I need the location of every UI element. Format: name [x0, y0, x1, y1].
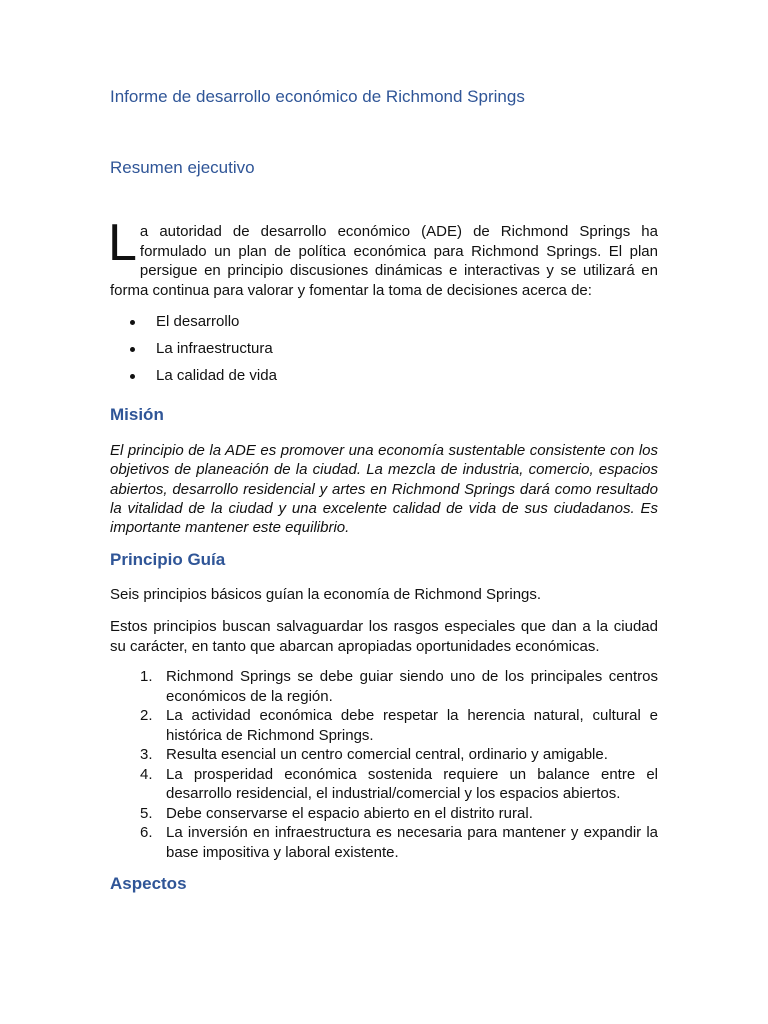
list-item [110, 312, 277, 339]
guiding-principle-heading: Principio Guía [110, 550, 226, 569]
topics-bullet-list [110, 312, 277, 393]
item-text: Debe conservarse el espacio abierto en el distrito rural. [166, 804, 533, 822]
bullet-text: El desarrollo [156, 313, 240, 330]
item-number: 1. [140, 668, 153, 685]
list-item [110, 366, 277, 393]
bullet-icon [130, 374, 135, 379]
list-item [110, 765, 658, 804]
bullet-text: La calidad de vida [156, 367, 277, 384]
guiding-intro-paragraph: Seis principios básicos guían la economía de Richmond Springs. [110, 586, 542, 603]
list-item [110, 823, 658, 862]
document-title: Informe de desarrollo económico de Richmond Springs [110, 87, 525, 106]
list-item [110, 667, 658, 706]
intro-paragraph [108, 214, 658, 300]
item-text: La actividad económica debe respetar la herencia natural, cultural e histórica de Richmond Springs. [166, 707, 658, 744]
list-item [110, 745, 658, 765]
list-item [110, 804, 658, 824]
bullet-icon [130, 320, 135, 325]
item-number: 2. [140, 707, 153, 724]
item-text: La inversión en infraestructura es necesaria para mantener y expandir la base impositiva y laboral existente. [166, 824, 658, 861]
item-number: 5. [140, 804, 153, 822]
list-item [110, 339, 277, 366]
list-item [110, 706, 658, 745]
bullet-text: La infraestructura [156, 340, 273, 357]
mission-paragraph: El principio de la ADE es promover una economía sustentable consistente con los objetivos de planeación de la ciudad. La mezcla de industria, comercio, espacios abiertos, desarrollo residencial y artes en Richmond Springs dará como resultado la vitalidad de la ciudad y una excelente calidad de vida de sus ciudadanos. Es importante mantener este equilibrio. [110, 442, 658, 537]
item-text: Richmond Springs se debe guiar siendo uno de los principales centros económicos de la región. [166, 668, 658, 705]
drop-cap: L [108, 214, 137, 272]
mission-heading: Misión [110, 405, 164, 424]
item-number: 6. [140, 824, 153, 841]
executive-summary-heading: Resumen ejecutivo [110, 158, 255, 177]
guiding-detail-paragraph: Estos principios buscan salvaguardar los rasgos especiales que dan a la ciudad su carácter, en tanto que abarcan apropiadas oportunidades económicas. [110, 618, 658, 655]
item-text: La prosperidad económica sostenida requiere un balance entre el desarrollo residencial, el industrial/comercial y los espacios abiertos. [166, 765, 658, 802]
item-text: Resulta esencial un centro comercial central, ordinario y amigable. [166, 746, 608, 763]
aspects-heading: Aspectos [110, 874, 187, 893]
item-number: 4. [140, 765, 153, 783]
intro-text: a autoridad de desarrollo económico (ADE) de Richmond Springs ha formulado un plan de política económica para Richmond Springs. El plan persigue en principio discusiones dinámicas e interactivas y se utilizará en forma continua para valorar y fomentar la toma de decisiones acerca de: [110, 223, 658, 299]
principles-numbered-list [110, 667, 658, 862]
item-number: 3. [140, 746, 153, 763]
bullet-icon [130, 347, 135, 352]
